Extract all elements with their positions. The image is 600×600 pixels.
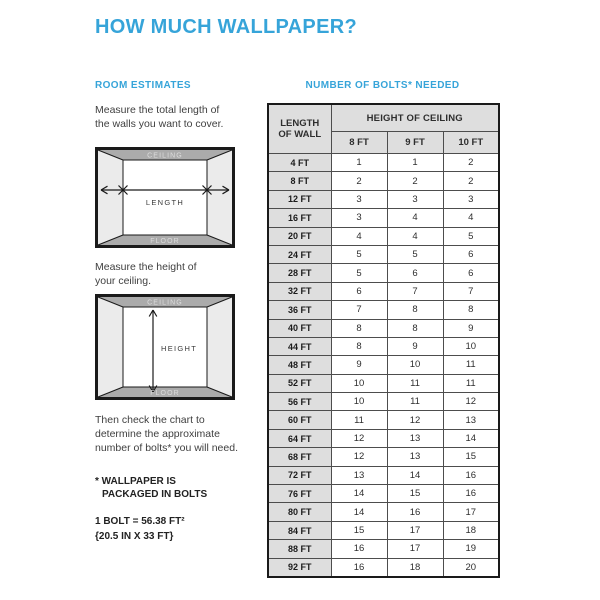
wall-length-cell: 60 FT <box>268 411 331 429</box>
bolt-count-cell: 7 <box>387 282 443 300</box>
bolt-count-cell: 9 <box>387 337 443 355</box>
wall-length-cell: 24 FT <box>268 245 331 263</box>
step-line: your ceiling. <box>95 275 152 287</box>
bolt-count-cell: 4 <box>387 227 443 245</box>
table-row <box>268 282 499 300</box>
ceiling-label: CEILING <box>147 152 183 160</box>
step-check-chart <box>95 413 257 455</box>
bolt-count-cell: 1 <box>331 154 387 172</box>
bolt-count-cell: 6 <box>387 264 443 282</box>
wall-length-cell: 56 FT <box>268 393 331 411</box>
bolt-count-cell: 11 <box>443 356 499 374</box>
bolt-count-cell: 3 <box>331 209 387 227</box>
bolts-table <box>267 103 500 578</box>
bolt-count-cell: 8 <box>387 319 443 337</box>
step-line: Then check the chart to <box>95 414 205 426</box>
bolt-count-cell: 8 <box>443 301 499 319</box>
bolt-count-cell: 20 <box>443 558 499 577</box>
bolt-count-cell: 18 <box>387 558 443 577</box>
table-row <box>268 448 499 466</box>
room-height-diagram <box>95 294 235 400</box>
bolt-count-cell: 13 <box>331 466 387 484</box>
bolt-count-cell: 3 <box>331 190 387 208</box>
bolt-count-cell: 15 <box>331 521 387 539</box>
room-estimates-heading: ROOM ESTIMATES <box>95 80 191 91</box>
bolt-count-cell: 15 <box>387 485 443 503</box>
bolt-count-cell: 4 <box>331 227 387 245</box>
table-row <box>268 393 499 411</box>
table-row <box>268 209 499 227</box>
bolt-count-cell: 11 <box>387 374 443 392</box>
wall-length-cell: 16 FT <box>268 209 331 227</box>
table-row <box>268 558 499 577</box>
bolt-count-cell: 2 <box>443 172 499 190</box>
bolt-count-cell: 3 <box>387 190 443 208</box>
wall-length-cell: 4 FT <box>268 154 331 172</box>
floor-label: FLOOR <box>150 390 180 397</box>
bolt-count-cell: 19 <box>443 540 499 558</box>
wall-length-cell: 80 FT <box>268 503 331 521</box>
bolt-count-cell: 9 <box>331 356 387 374</box>
bolt-info-line: {20.5 IN X 33 FT} <box>95 531 174 542</box>
bolt-count-cell: 3 <box>443 190 499 208</box>
bolt-count-cell: 16 <box>387 503 443 521</box>
right-wall <box>207 150 232 245</box>
step-line: the walls you want to cover. <box>95 118 224 130</box>
wall-length-cell: 8 FT <box>268 172 331 190</box>
bolt-count-cell: 5 <box>331 245 387 263</box>
table-row <box>268 301 499 319</box>
bolts-table-body <box>268 154 499 577</box>
table-row <box>268 337 499 355</box>
bolts-needed-heading: NUMBER OF BOLTS* NEEDED <box>305 80 460 91</box>
bolts-needed-section <box>267 80 498 578</box>
table-row <box>268 227 499 245</box>
bolt-count-cell: 11 <box>443 374 499 392</box>
bolt-count-cell: 11 <box>387 393 443 411</box>
bolt-count-cell: 2 <box>387 172 443 190</box>
bolt-count-cell: 18 <box>443 521 499 539</box>
table-row <box>268 245 499 263</box>
bolt-info-line: 1 BOLT = 56.38 FT² <box>95 516 185 527</box>
length-of-wall-header <box>268 104 331 154</box>
bolt-count-cell: 11 <box>331 411 387 429</box>
room-estimates-section <box>95 80 257 544</box>
header-line: OF WALL <box>278 129 322 140</box>
ceiling-label: CEILING <box>147 299 183 307</box>
header-line: LENGTH <box>280 118 320 129</box>
table-row <box>268 154 499 172</box>
wall-length-cell: 20 FT <box>268 227 331 245</box>
wall-length-cell: 48 FT <box>268 356 331 374</box>
ceiling-9ft-header: 9 FT <box>387 132 443 154</box>
table-row <box>268 503 499 521</box>
bolt-count-cell: 10 <box>443 337 499 355</box>
bolt-count-cell: 10 <box>331 374 387 392</box>
wall-length-cell: 68 FT <box>268 448 331 466</box>
wall-length-cell: 36 FT <box>268 301 331 319</box>
bolt-count-cell: 8 <box>331 337 387 355</box>
bolt-count-cell: 10 <box>331 393 387 411</box>
wall-length-cell: 40 FT <box>268 319 331 337</box>
step-measure-height <box>95 260 257 288</box>
table-header-row <box>268 104 499 132</box>
bolt-count-cell: 2 <box>331 172 387 190</box>
bolt-count-cell: 17 <box>387 540 443 558</box>
floor-label: FLOOR <box>150 238 180 245</box>
left-wall <box>98 150 123 245</box>
bolt-count-cell: 14 <box>331 503 387 521</box>
bolt-count-cell: 5 <box>387 245 443 263</box>
bolt-count-cell: 1 <box>387 154 443 172</box>
height-of-ceiling-header: HEIGHT OF CEILING <box>331 104 499 132</box>
bolt-count-cell: 16 <box>331 540 387 558</box>
wall-length-cell: 72 FT <box>268 466 331 484</box>
table-row <box>268 485 499 503</box>
step-measure-length <box>95 103 257 131</box>
length-label: LENGTH <box>145 198 185 207</box>
table-row <box>268 172 499 190</box>
table-row <box>268 466 499 484</box>
bolt-count-cell: 16 <box>443 485 499 503</box>
bolt-count-cell: 12 <box>331 429 387 447</box>
bolt-count-cell: 8 <box>331 319 387 337</box>
bolt-count-cell: 16 <box>331 558 387 577</box>
bolt-count-cell: 13 <box>387 429 443 447</box>
bolt-count-cell: 6 <box>443 264 499 282</box>
table-row <box>268 356 499 374</box>
bolt-count-cell: 2 <box>443 154 499 172</box>
table-row <box>268 411 499 429</box>
wall-length-cell: 88 FT <box>268 540 331 558</box>
bolt-count-cell: 13 <box>443 411 499 429</box>
right-wall <box>207 297 232 397</box>
bolt-count-cell: 9 <box>443 319 499 337</box>
wall-length-cell: 92 FT <box>268 558 331 577</box>
bolt-count-cell: 17 <box>387 521 443 539</box>
table-row <box>268 264 499 282</box>
bolt-count-cell: 5 <box>443 227 499 245</box>
bolt-count-cell: 5 <box>331 264 387 282</box>
bolts-footnote <box>95 475 257 501</box>
bolt-count-cell: 4 <box>443 209 499 227</box>
bolt-count-cell: 10 <box>387 356 443 374</box>
bolt-count-cell: 4 <box>387 209 443 227</box>
ceiling-8ft-header: 8 FT <box>331 132 387 154</box>
footnote-line: * WALLPAPER IS <box>95 476 176 487</box>
bolt-count-cell: 14 <box>387 466 443 484</box>
bolt-count-cell: 6 <box>331 282 387 300</box>
step-line: Measure the total length of <box>95 104 220 116</box>
bolt-count-cell: 14 <box>443 429 499 447</box>
bolt-count-cell: 17 <box>443 503 499 521</box>
table-row <box>268 521 499 539</box>
wall-length-cell: 28 FT <box>268 264 331 282</box>
table-row <box>268 374 499 392</box>
height-label: HEIGHT <box>161 344 198 353</box>
page-title: HOW MUCH WALLPAPER? <box>95 16 357 38</box>
wall-length-cell: 64 FT <box>268 429 331 447</box>
wall-length-cell: 44 FT <box>268 337 331 355</box>
step-line: number of bolts* you will need. <box>95 442 238 454</box>
wall-length-cell: 52 FT <box>268 374 331 392</box>
room-length-diagram <box>95 147 235 248</box>
step-line: determine the approximate <box>95 428 220 440</box>
table-row <box>268 190 499 208</box>
wall-length-cell: 32 FT <box>268 282 331 300</box>
table-row <box>268 429 499 447</box>
left-wall <box>98 297 123 397</box>
bolt-count-cell: 12 <box>331 448 387 466</box>
wall-length-cell: 12 FT <box>268 190 331 208</box>
bolt-count-cell: 7 <box>331 301 387 319</box>
bolt-count-cell: 8 <box>387 301 443 319</box>
step-line: Measure the height of <box>95 261 197 273</box>
bolt-count-cell: 13 <box>387 448 443 466</box>
bolt-count-cell: 12 <box>443 393 499 411</box>
ceiling-10ft-header: 10 FT <box>443 132 499 154</box>
bolt-count-cell: 7 <box>443 282 499 300</box>
bolt-count-cell: 14 <box>331 485 387 503</box>
bolt-count-cell: 12 <box>387 411 443 429</box>
bolt-count-cell: 15 <box>443 448 499 466</box>
table-row <box>268 540 499 558</box>
bolt-size-info <box>95 514 257 544</box>
wall-length-cell: 76 FT <box>268 485 331 503</box>
bolt-count-cell: 6 <box>443 245 499 263</box>
table-row <box>268 319 499 337</box>
bolt-count-cell: 16 <box>443 466 499 484</box>
wall-length-cell: 84 FT <box>268 521 331 539</box>
footnote-line: PACKAGED IN BOLTS <box>102 489 208 500</box>
